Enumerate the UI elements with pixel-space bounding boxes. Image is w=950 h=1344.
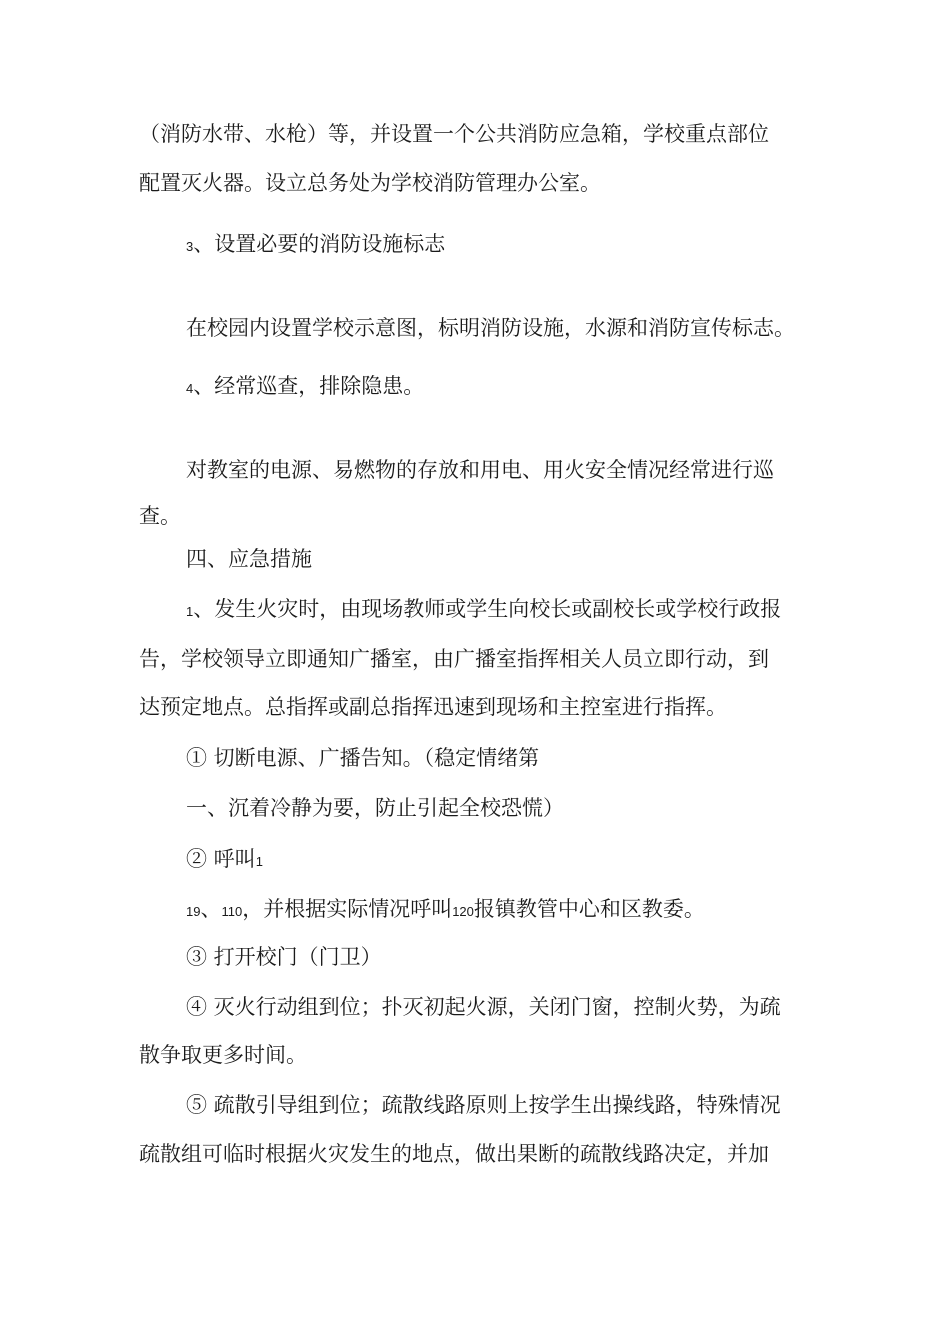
- number-fragment: 1: [255, 854, 263, 869]
- list-item-3: [186, 943, 876, 971]
- text: 告，学校领导立即通知广播室，由广播室指挥相关人员立即行动，到: [139, 647, 769, 671]
- paragraph-line-11: [139, 693, 829, 721]
- text: 一、沉着冷静为要，防止引起全校恐慌）: [186, 796, 564, 820]
- paragraph-line-4: [186, 314, 876, 342]
- text: ① 切断电源、广播告知。（稳定情绪第: [186, 746, 540, 770]
- text: 达预定地点。总指挥或副总指挥迅速到现场和主控室进行指挥。: [139, 695, 727, 719]
- text: ④ 灭火行动组到位；扑灭初起火源，关闭门窗，控制火势，为疏: [186, 995, 781, 1019]
- text: 、: [200, 897, 222, 921]
- text: 、设置必要的消防设施标志: [193, 232, 446, 256]
- list-item-2-cont: [186, 895, 876, 926]
- number-120: 120: [452, 904, 474, 919]
- list-item-1-cont: [186, 794, 876, 822]
- text: 散争取更多时间。: [139, 1043, 307, 1067]
- text: 、发生火灾时，由现场教师或学生向校长或副校长或学校行政报: [193, 597, 782, 621]
- text: ，并根据实际情况呼叫: [242, 897, 453, 921]
- text: 配置灭火器。设立总务处为学校消防管理办公室。: [139, 171, 601, 195]
- text: （消防水带、水枪）等，并设置一个公共消防应急箱，学校重点部位: [139, 122, 769, 146]
- list-item-1: [186, 744, 876, 772]
- text: ⑤ 疏散引导组到位；疏散线路原则上按学生出操线路，特殊情况: [186, 1093, 781, 1117]
- item-number: 1: [186, 604, 194, 619]
- heading-item-3: [186, 230, 876, 261]
- paragraph-line-6: [186, 456, 876, 484]
- number-19: 19: [186, 904, 201, 919]
- paragraph-line-2: [139, 169, 829, 197]
- text: 报镇教管中心和区教委。: [473, 897, 705, 921]
- text: ③ 打开校门（门卫）: [186, 945, 382, 969]
- list-item-5-cont: [139, 1140, 829, 1168]
- paragraph-line-10: [139, 645, 829, 673]
- number-110: 110: [221, 904, 243, 919]
- text: 四、应急措施: [186, 547, 312, 571]
- paragraph-line-7: [139, 502, 829, 530]
- list-item-2: [186, 845, 876, 876]
- text: ② 呼叫: [186, 847, 256, 871]
- list-item-4: [186, 993, 876, 1021]
- text: 、经常巡查，排除隐患。: [193, 374, 425, 398]
- text: 疏散组可临时根据火灾发生的地点，做出果断的疏散线路决定，并加: [139, 1142, 769, 1166]
- item-number: 4: [186, 381, 194, 396]
- heading-item-1: [186, 595, 876, 626]
- list-item-4-cont: [139, 1041, 829, 1069]
- heading-item-4: [186, 372, 876, 403]
- text: 查。: [139, 504, 181, 528]
- paragraph-line-1: [139, 120, 829, 148]
- item-number: 3: [186, 239, 194, 254]
- section-heading: [186, 545, 876, 573]
- text: 对教室的电源、易燃物的存放和用电、用火安全情况经常进行巡: [186, 458, 774, 482]
- text: 在校园内设置学校示意图，标明消防设施，水源和消防宣传标志。: [186, 316, 795, 340]
- list-item-5: [186, 1091, 876, 1119]
